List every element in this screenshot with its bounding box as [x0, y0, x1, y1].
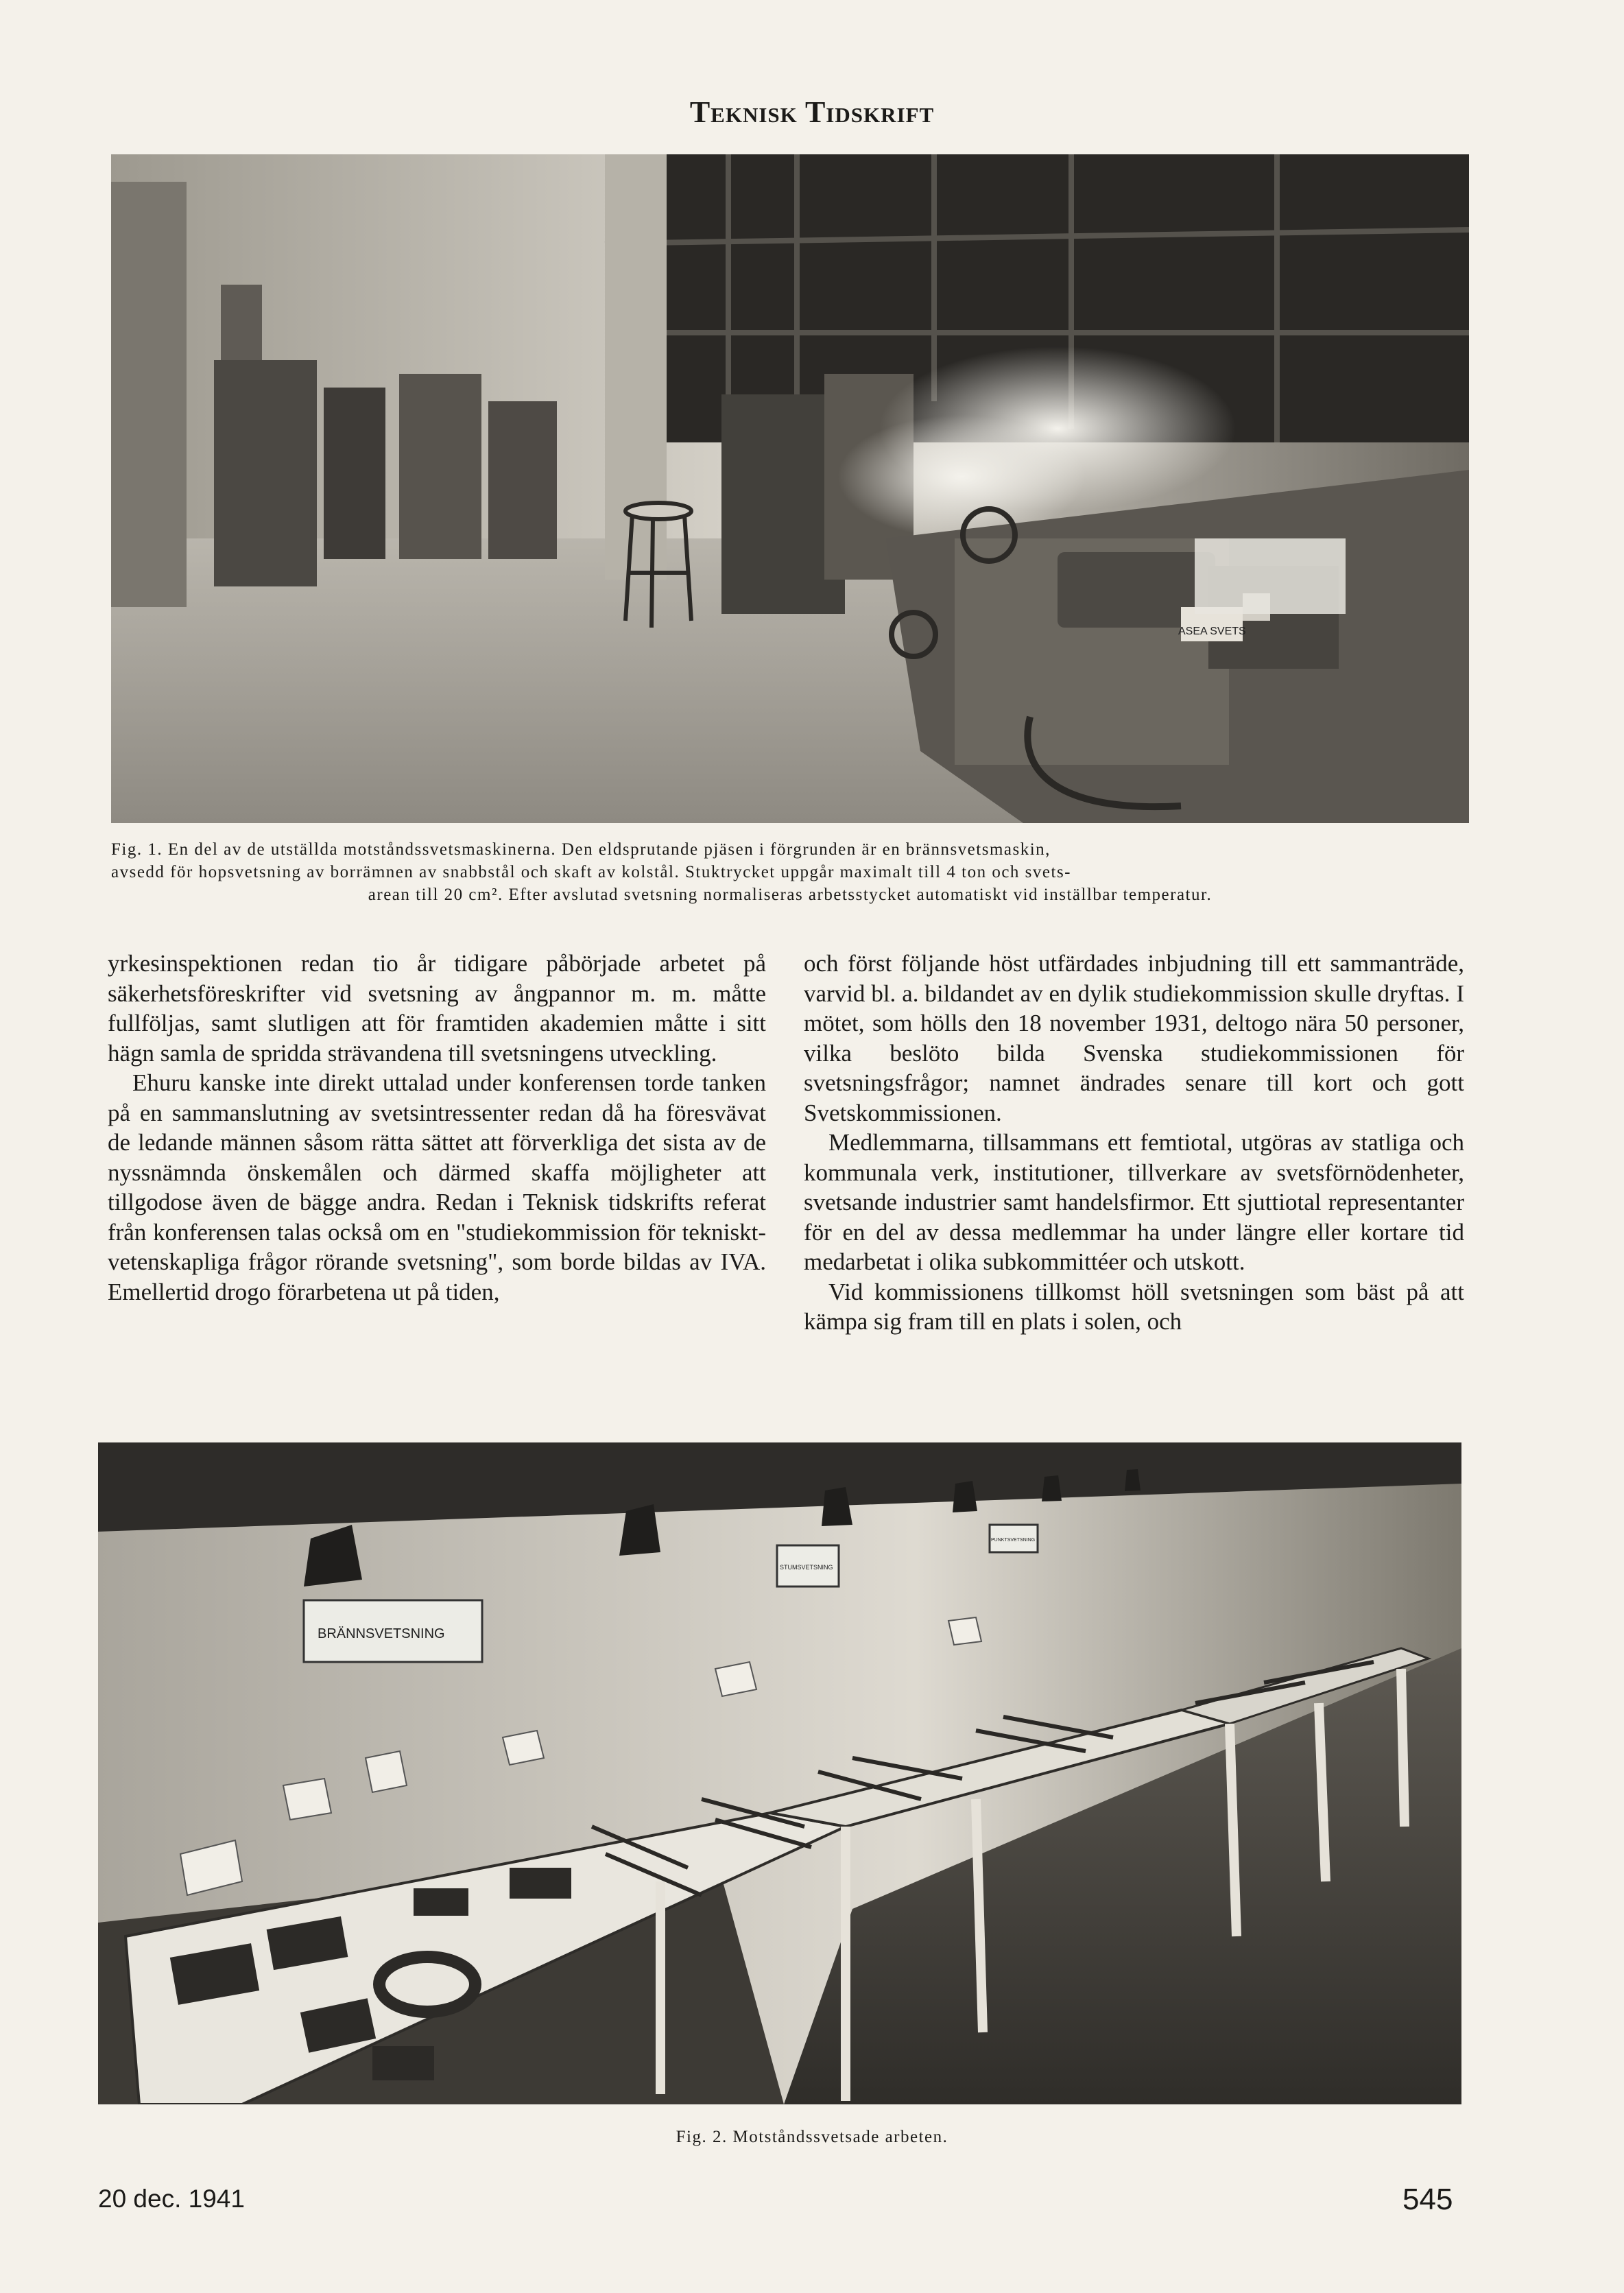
paragraph: Ehuru kanske inte direkt uttalad under konferensen torde tanken på en sammanslutning av svetsintressenter redan då ha föresvävat de ledande männen såsom rätta sättet att förverkliga det sista av de nyssnämnda önskemålen och därmed skaffa möjligheter att tillgodose även de bägge andra. Redan i Teknisk tidskrifts referat från konferensen talas också om en "studiekommission för tekniskt-vetenskapliga frågor rörande svetsning", som borde bildas av IVA. Emellertid drogo förarbetena ut på tiden, [108, 1069, 766, 1305]
journal-title: Teknisk Tidskrift [689, 95, 935, 129]
paragraph: yrkesinspektionen redan tio år tidigare påbörjade arbetet på säkerhetsföreskrifter vid svetsning av ångpannor m. m. måtte fullföljas, samt slutligen att för framtiden akademien måtte i sitt hägn samla de spridda strävandena till svetsningens utveckling. [108, 950, 766, 1067]
sign-stumsvetsning: STUMSVETSNING [780, 1564, 833, 1571]
text-column-right [804, 949, 1464, 1337]
paragraph: Medlemmarna, tillsammans ett femtiotal, utgöras av statliga och kommunala verk, institutioner, tillverkare av svetsförnödenheter, svetsande industrier samt handelsfirmor. Ett sjuttiotal representanter för en del av dessa medlemmar ha under längre eller kortare tid medarbetat i olika subkommittéer och utskott. [804, 1129, 1464, 1275]
text-column-left [108, 949, 766, 1307]
paragraph: Vid kommissionens tillkomst höll svetsningen som bäst på att kämpa sig fram till en plats i solen, och [804, 1278, 1464, 1335]
figure-1-caption [111, 838, 1469, 906]
paragraph: och först följande höst utfärdades inbjudning till ett sammanträde, varvid bl. a. bildandet av en dylik studiekommission skulle dryftas. I mötet, som hölls den 18 november 1931, deltogo nära 50 personer, vilka beslöto bilda Svenska studiekommissionen för svetsningsfrågor; namnet ändrades senare till kort och gott Svetskommissionen. [804, 950, 1464, 1126]
sign-punktsvetsning: PUNKTSVETSNING [991, 1538, 1036, 1543]
figure-1-caption-line: Fig. 1. En del av de utställda motståndssvetsmaskinerna. Den eldsprutande pjäsen i förgrunden är en brännsvetsmaskin, [111, 840, 1051, 859]
figure-2-caption: Fig. 2. Motståndssvetsade arbeten. [676, 2128, 948, 2146]
figure-1-caption-line: arean till 20 cm². Efter avslutad svetsning normaliseras arbetsstycket automatiskt vid inställbar temperatur. [368, 886, 1213, 904]
issue-date: 20 dec. 1941 [98, 2185, 245, 2213]
asea-sign-text: ASEA SVETS [1178, 626, 1246, 637]
sign-brannsvetsning: BRÄNNSVETSNING [318, 1626, 445, 1641]
page-number: 545 [1402, 2183, 1453, 2216]
figure-2-photo [98, 1442, 1461, 2104]
figure-1-caption-line: avsedd för hopsvetsning av borrämnen av snabbstål och skaft av kolstål. Stuktrycket uppgår maximalt till 4 ton och svets- [111, 863, 1071, 881]
figure-1-photo [111, 154, 1469, 823]
